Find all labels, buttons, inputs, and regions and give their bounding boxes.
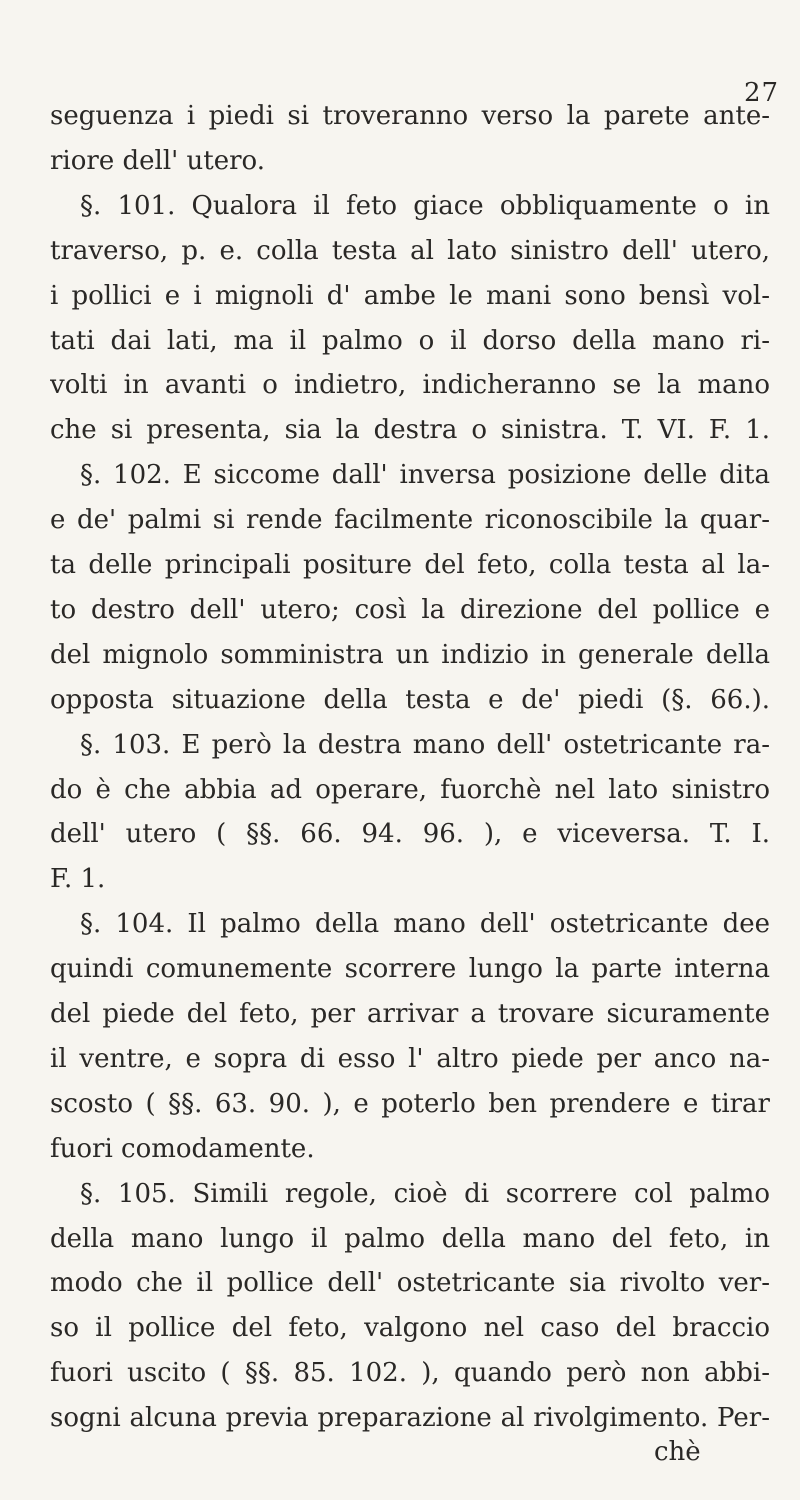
text-line: fuori comodamente. — [50, 1133, 315, 1164]
text-line: §. 103. E però la destra mano dell' ostetricante ra- — [80, 729, 770, 760]
text-line: do è che abbia ad operare, fuorchè nel lato sinistro — [50, 774, 770, 805]
text-line: §. 105. Simili regole, cioè di scorrere col palmo — [80, 1178, 770, 1209]
text-line: seguenza i piedi si troveranno verso la parete ante- — [50, 101, 770, 131]
text-line: ta delle principali positure del feto, colla testa al la- — [50, 550, 770, 580]
text-line: sogni alcuna previa preparazione al rivolgimento. Per- — [50, 1403, 770, 1434]
text-line: del mignolo somministra un indizio in generale della — [50, 639, 770, 670]
text-line: so il pollice del feto, valgono nel caso del braccio — [50, 1313, 770, 1344]
text-line: F. 1. — [50, 864, 106, 895]
text-line: riore dell' utero. — [50, 145, 266, 176]
text-line: §. 101. Qualora il feto giace obbliquamente o in — [80, 190, 770, 221]
catchword: chè — [654, 1437, 701, 1467]
text-line: il ventre, e sopra di esso l' altro piede per anco na- — [50, 1043, 770, 1074]
text-line: volti in avanti o indietro, indicheranno se la mano — [50, 370, 770, 401]
text-line: della mano lungo il palmo della mano del feto, in — [50, 1223, 770, 1254]
text-line: del piede del feto, per arrivar a trovare sicuramente — [50, 999, 770, 1029]
text-line: tati dai lati, ma il palmo o il dorso della mano ri- — [50, 325, 770, 356]
text-line: modo che il pollice dell' ostetricante sia rivolto ver- — [50, 1268, 770, 1299]
page-number: 27 — [744, 78, 780, 108]
text-line: §. 102. E siccome dall' inversa posizione delle dita — [80, 460, 770, 491]
text-line: i pollici e i mignoli d' ambe le mani sono bensì vol- — [50, 280, 770, 311]
text-line: scosto ( §§. 63. 90. ), e poterlo ben prendere e tirar — [50, 1088, 770, 1119]
text-line: to destro dell' utero; così la direzione del pollice e — [50, 594, 770, 625]
text-line: dell' utero ( §§. 66. 94. 96. ), e viceversa. T. I. — [50, 819, 770, 850]
text-line: quindi comunemente scorrere lungo la parte interna — [50, 954, 770, 985]
text-line: fuori uscito ( §§. 85. 102. ), quando però non abbi- — [50, 1358, 770, 1389]
text-line: e de' palmi si rende facilmente riconoscibile la quar- — [50, 505, 770, 536]
text-line: §. 104. Il palmo della mano dell' ostetricante dee — [80, 909, 770, 940]
text-line: che si presenta, sia la destra o sinistra. T. VI. F. 1. — [50, 415, 770, 446]
text-line: traverso, p. e. colla testa al lato sinistro dell' utero, — [50, 235, 770, 266]
text-line: opposta situazione della testa e de' piedi (§. 66.). — [50, 684, 770, 715]
